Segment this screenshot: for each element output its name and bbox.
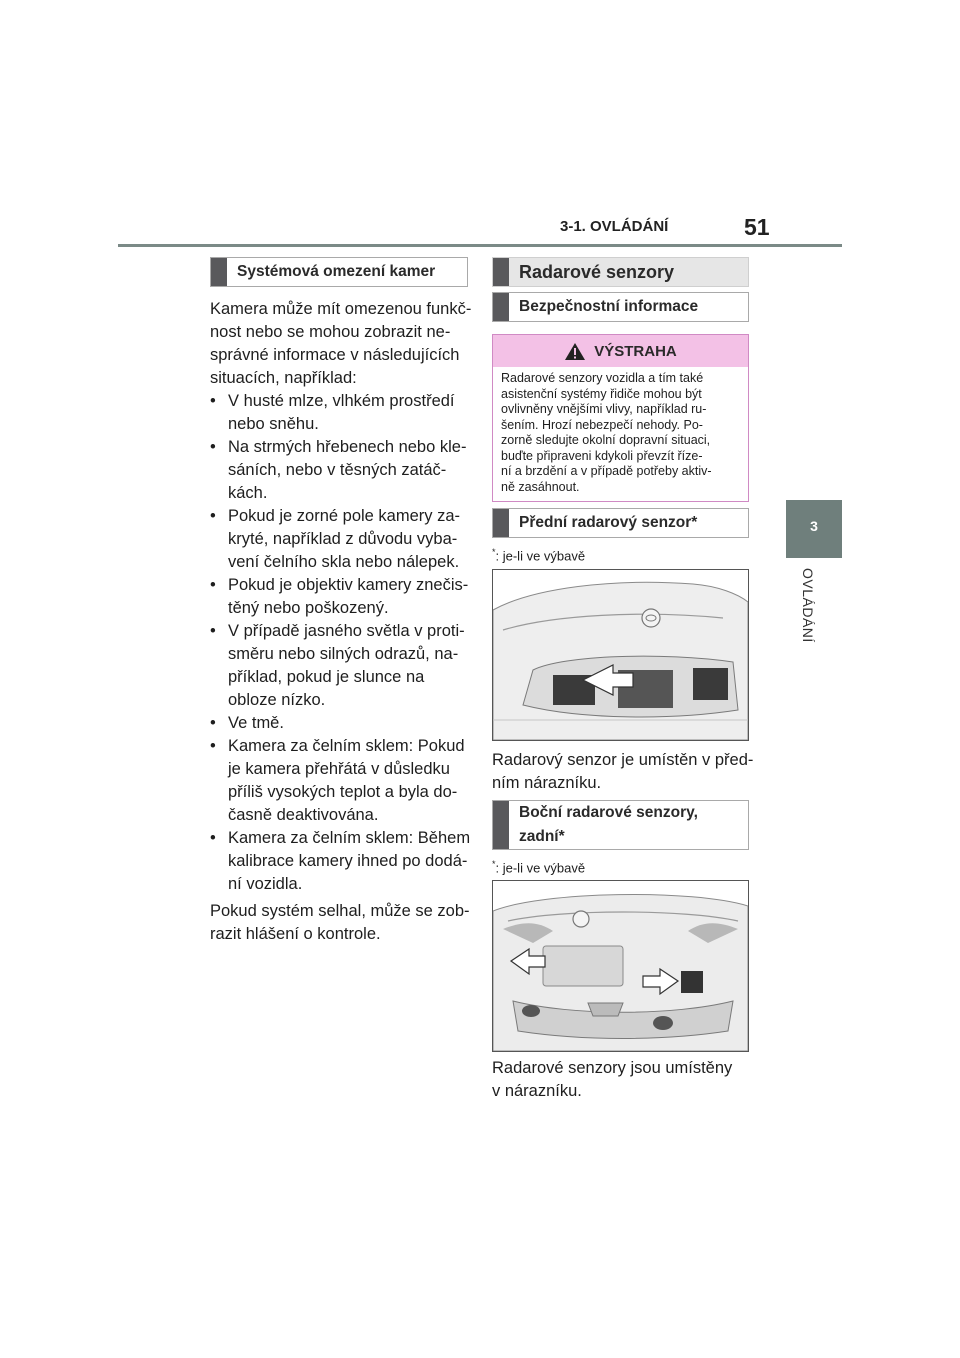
text-line: ně zasáhnout.	[501, 479, 580, 494]
heading-marker	[493, 258, 509, 286]
text-line: zadní*	[519, 828, 565, 845]
text-line: razit hlášení o kontrole.	[210, 925, 381, 943]
text-line: buďte připraveni kdykoli převzít říze-	[501, 448, 703, 463]
camera-limits-heading-text: Systémová omezení kamer	[237, 263, 436, 280]
bullet-item	[210, 712, 472, 735]
front-radar-caption	[492, 749, 754, 795]
text-line: Radarové senzory jsou umístěny	[492, 1059, 733, 1077]
text-line: • Na strmých hřebenech nebo kle-	[228, 438, 467, 456]
text-line: Radarové senzory vozidla a tím také	[501, 371, 704, 385]
header-rule	[118, 244, 842, 247]
text-line: • Kamera za čelním sklem: Během	[228, 829, 471, 847]
footnote-text: : je-li ve výbavě	[495, 860, 586, 876]
radar-sensors-heading	[492, 257, 749, 287]
text-line: směru nebo silných odrazů, na-	[228, 645, 459, 663]
text-line: • Pokud je zorné pole kamery za-	[228, 507, 461, 525]
text-line: v nárazníku.	[492, 1082, 582, 1100]
safety-info-heading-text: Bezpečnostní informace	[519, 298, 699, 315]
text-line: příklad, pokud je slunce na	[228, 668, 425, 686]
page-number: 51	[744, 214, 770, 240]
bullet-item	[210, 505, 472, 574]
rear-side-radar-heading	[492, 800, 749, 850]
text-line: Radarový senzor je umístěn v před-	[492, 751, 754, 769]
bullet-item	[210, 390, 472, 436]
text-line: ní a brzdění a v případě potřeby aktiv-	[501, 464, 712, 478]
text-line: ním nárazníku.	[492, 774, 602, 792]
bullet-item	[210, 436, 472, 505]
bullet-item	[210, 574, 472, 620]
text-line: nost nebo se mohou zobrazit ne-	[210, 323, 451, 341]
outro-text	[210, 900, 472, 946]
heading-marker	[493, 509, 509, 537]
text-line: vení čelního skla nebo nálepek.	[228, 553, 460, 571]
text-line: • Pokud je objektiv kamery znečis-	[228, 576, 469, 594]
rear-radar-caption	[492, 1057, 754, 1103]
text-line: ovlivněny vnějšími vlivy, například ru-	[501, 402, 707, 416]
front-radar-heading	[492, 508, 749, 538]
front-radar-heading-text: Přední radarový senzor*	[519, 514, 698, 531]
text-line: kryté, například z důvodu vyba-	[228, 530, 458, 548]
text-line: nebo sněhu.	[228, 415, 319, 433]
text-line: správné informace v následujících	[210, 346, 460, 364]
text-line: sáních, nebo v těsných zatáč-	[228, 461, 447, 479]
text-line: ní vozidla.	[228, 875, 303, 893]
car-front-image	[493, 570, 748, 740]
text-line: příliš vysokých teplot a byla do-	[228, 783, 458, 801]
text-line: kách.	[228, 484, 268, 502]
heading-marker	[493, 293, 509, 321]
text-line: situacích, například:	[210, 369, 357, 387]
text-line: Kamera může mít omezenou funkč-	[210, 300, 472, 318]
text-line: Boční radarové senzory,	[519, 804, 698, 821]
camera-limits-heading	[210, 257, 468, 287]
car-rear-image	[493, 881, 748, 1051]
text-line: obloze nízko.	[228, 691, 326, 709]
warning-header	[493, 335, 748, 367]
warning-title: VÝSTRAHA	[594, 342, 677, 360]
text-line: zorně sledujte okolní dopravní situaci,	[501, 433, 711, 447]
heading-marker	[493, 801, 509, 849]
radar-sensors-heading-text: Radarové senzory	[519, 262, 675, 282]
text-line: šením. Hrozí nebezpečí nehody. Po-	[501, 417, 703, 432]
footnote-mark: *	[492, 859, 496, 869]
text-line: těný nebo poškozený.	[228, 599, 389, 617]
warning-text	[493, 367, 748, 495]
intro-text	[210, 298, 472, 390]
heading-marker	[211, 258, 227, 286]
footnote-mark: *	[492, 547, 496, 557]
front-bumper-illustration	[492, 569, 749, 741]
safety-info-heading	[492, 292, 749, 322]
front-footnote	[492, 547, 585, 563]
warning-triangle-icon	[564, 342, 586, 361]
camera-limits-body	[210, 298, 472, 946]
text-line: Pokud systém selhal, může se zob-	[210, 902, 470, 920]
footnote-text: : je-li ve výbavě	[495, 548, 586, 564]
rear-bumper-illustration	[492, 880, 749, 1052]
text-line: • Kamera za čelním sklem: Pokud	[228, 737, 465, 755]
chapter-tab-label: OVLÁDÁNÍ	[800, 568, 816, 643]
chapter-tab-number: 3	[810, 518, 818, 534]
text-line: • V případě jasného světla v proti-	[228, 622, 465, 640]
warning-box	[492, 334, 749, 502]
section-title: 3-1. OVLÁDÁNÍ	[560, 218, 669, 235]
side-footnote	[492, 859, 585, 875]
text-line: asistenční systémy řidiče mohou být	[501, 386, 702, 401]
text-line: • V husté mlze, vlhkém prostředí	[228, 392, 455, 410]
text-line: je kamera přehřátá v důsledku	[228, 760, 450, 778]
text-line: časně deaktivována.	[228, 806, 379, 824]
text-line: • Ve tmě.	[228, 714, 284, 732]
rear-side-radar-heading-text	[509, 801, 698, 849]
bullet-item	[210, 620, 472, 712]
bullet-item	[210, 827, 472, 896]
text-line: kalibrace kamery ihned po dodá-	[228, 852, 468, 870]
bullet-item	[210, 735, 472, 827]
